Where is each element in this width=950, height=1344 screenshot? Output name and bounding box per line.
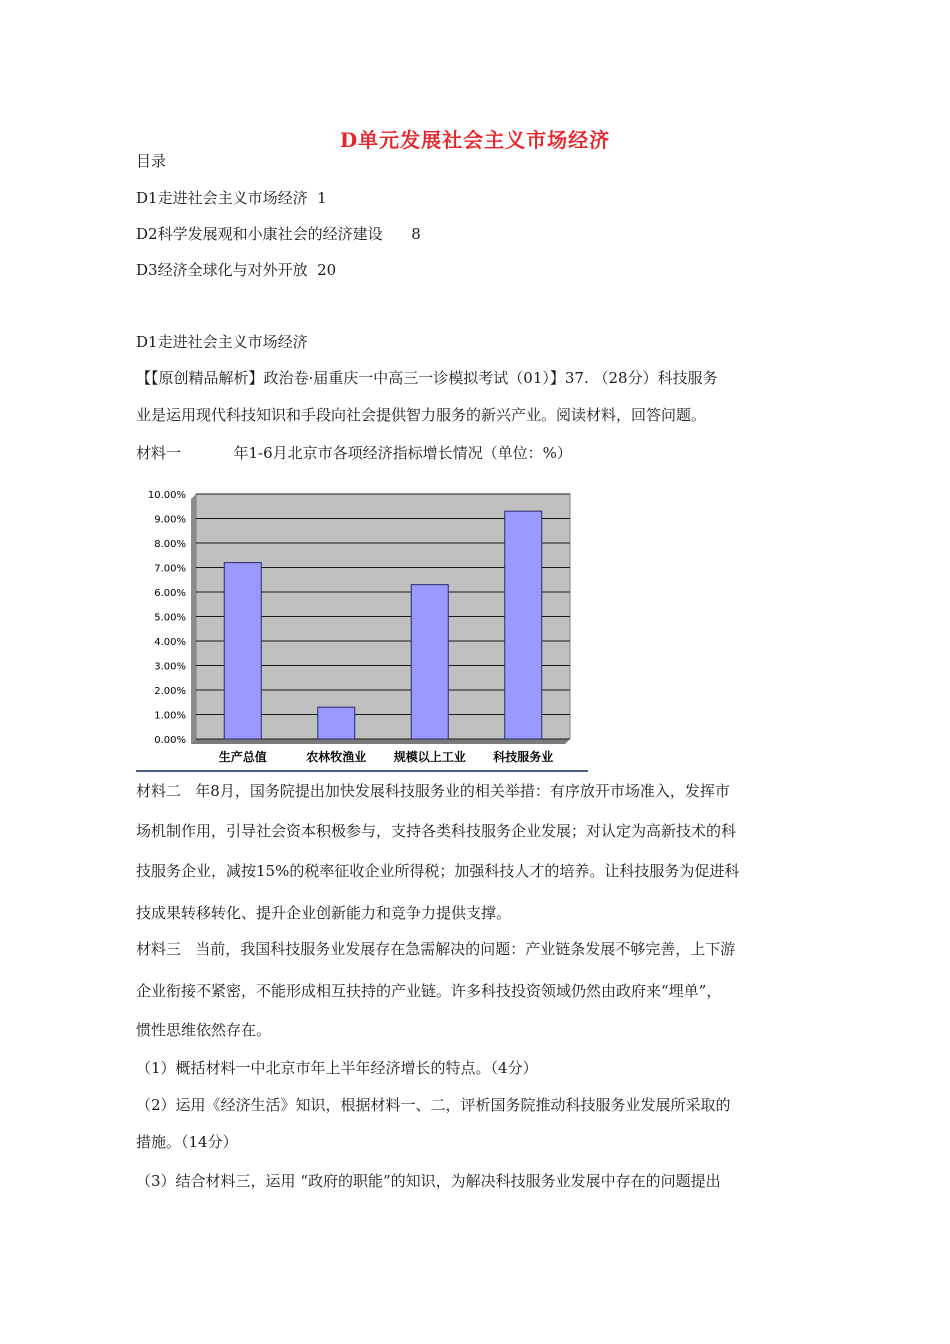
y-tick-label: 9.00% [154, 514, 186, 526]
material1-heading [136, 442, 572, 464]
material1-label: 材料一 [136, 444, 182, 462]
question-line: 措施。（14分） [136, 1133, 238, 1151]
material2-line: 技成果转移转化、提升企业创新能力和竞争力提供支撑。 [136, 904, 512, 922]
y-tick-label: 6.00% [154, 588, 186, 599]
toc-item-page: 1 [317, 189, 327, 207]
x-category-label: 科技服务业 [493, 750, 554, 764]
toc-item-page: 8 [411, 225, 421, 243]
toc-item-label: D3经济全球化与对外开放 [136, 261, 308, 279]
toc-item-d1 [136, 187, 327, 209]
bar [411, 585, 448, 739]
toc-item-d3 [136, 259, 336, 281]
bar [318, 707, 355, 739]
y-tick-label: 0.00% [154, 735, 186, 746]
material3-line: 材料三 当前，我国科技服务业发展存在急需解决的问题：产业链条发展不够完善，上下游 [136, 940, 736, 958]
y-tick-label: 5.00% [154, 612, 186, 624]
toc-heading: 目录 [136, 152, 167, 170]
document-title: D单元发展社会主义市场经济 [339, 128, 611, 152]
y-tick-label: 10.00% [147, 490, 186, 501]
y-tick-label: 3.00% [154, 661, 186, 673]
question-line: （2）运用《经济生活》知识，根据材料一、二，评析国务院推动科技服务业发展所采取的 [136, 1096, 731, 1114]
bar [224, 563, 261, 739]
question-line: （1）概括材料一中北京市年上半年经济增长的特点。（4分） [136, 1059, 538, 1077]
plot-side-wall [191, 494, 196, 744]
plot-floor [191, 739, 570, 744]
y-tick-label: 8.00% [154, 539, 186, 550]
material3-line: 惯性思维依然存在。 [136, 1021, 272, 1039]
y-tick-label: 4.00% [154, 637, 186, 648]
y-tick-label: 2.00% [154, 686, 186, 697]
x-category-label: 农林牧渔业 [306, 750, 367, 764]
material2-line: 材料二 年8月，国务院提出加快发展科技服务业的相关举措：有序放开市场准入，发挥市 [136, 782, 730, 800]
question-line: （3）结合材料三，运用 “政府的职能”的知识，为解决科技服务业发展中存在的问题提出 [136, 1172, 721, 1190]
toc-item-page: 20 [317, 261, 337, 279]
y-tick-label: 7.00% [154, 563, 186, 575]
material1-caption: 年1-6月北京市各项经济指标增长情况（单位：%） [233, 444, 572, 462]
x-category-label: 生产总值 [218, 750, 267, 764]
material3-line: 企业衔接不紧密，不能形成相互扶持的产业链。许多科技投资领域仍然由政府来“埋单”， [136, 982, 722, 1000]
intro-line: 业是运用现代科技知识和手段向社会提供智力服务的新兴产业。阅读材料，回答问题。 [136, 406, 707, 424]
intro-line: 【【原创精品解析】政治卷·届重庆一中高三一诊模拟考试（01）】37. （28分）科技服务 [136, 369, 718, 387]
section-heading: D1走进社会主义市场经济 [136, 333, 308, 351]
bar-chart [136, 478, 588, 770]
material2-line: 技服务企业，减按15%的税率征收企业所得税；加强科技人才的培养。让科技服务为促进科 [136, 862, 740, 880]
toc-item-label: D1走进社会主义市场经济 [136, 189, 308, 207]
bar [505, 511, 542, 739]
divider-rule [136, 770, 588, 772]
y-tick-label: 1.00% [154, 710, 186, 722]
material2-line: 场机制作用，引导社会资本积极参与，支持各类科技服务企业发展；对认定为高新技术的科 [136, 822, 737, 840]
toc-item-d2 [136, 223, 421, 245]
x-category-label: 规模以上工业 [393, 750, 466, 764]
toc-item-label: D2科学发展观和小康社会的经济建设 [136, 225, 383, 243]
